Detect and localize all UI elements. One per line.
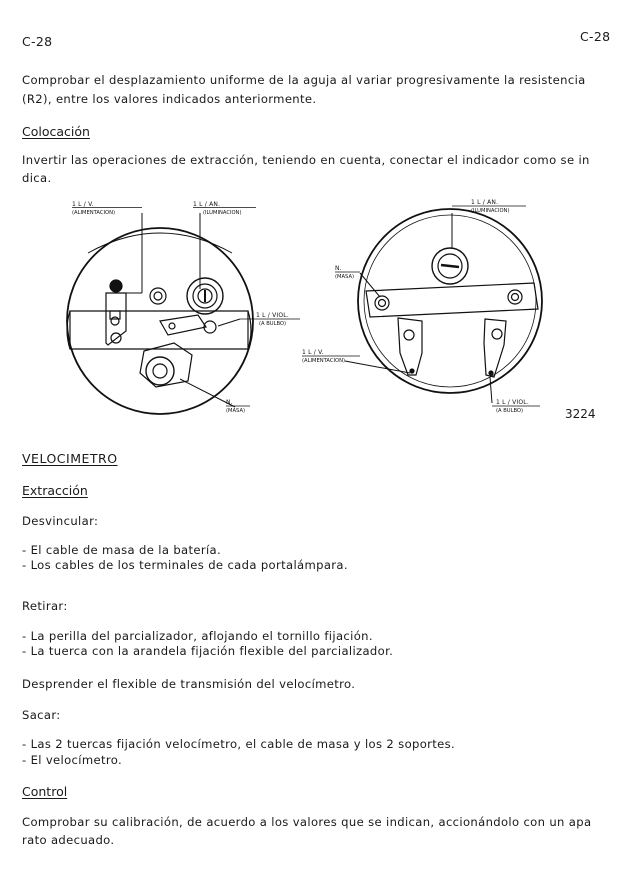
colocacion-line-2: dica. [22, 171, 52, 185]
control-line-1: Comprobar su calibración, de acuerdo a los valores que se indican, accionándolo con un apa [22, 815, 592, 829]
subheading-control: Control [22, 784, 68, 799]
right-label-masa: N. [335, 265, 342, 272]
desvincular-label: Desvincular: [22, 514, 99, 528]
list-item: - Los cables de los terminales de cada portalámpara. [22, 558, 348, 572]
left-label-masa-sub: (MASA) [226, 408, 246, 414]
page-number-right: C-28 [580, 29, 611, 44]
right-gauge-diagram [345, 209, 542, 403]
retirar-label: Retirar: [22, 599, 68, 613]
section-heading-colocacion: Colocación [22, 124, 90, 139]
list-item: - Las 2 tuercas fijación velocímetro, el cable de masa y los 2 soportes. [22, 737, 456, 751]
list-item: - El velocímetro. [22, 753, 123, 767]
right-label-masa-sub: (MASA) [335, 274, 355, 280]
left-label-masa: N. [226, 399, 233, 406]
left-gauge-diagram [67, 213, 253, 414]
control-line-2: rato adecuado. [22, 833, 115, 847]
sacar-label: Sacar: [22, 708, 61, 722]
list-item: - La tuerca con la arandela fijación flexible del parcializador. [22, 644, 394, 658]
page-number-left: C-28 [22, 34, 53, 49]
list-item: - El cable de masa de la batería. [22, 543, 222, 557]
right-label-bulbo-sub: (A BULBO) [496, 408, 524, 414]
desprender-line: Desprender el flexible de transmisión del velocímetro. [22, 677, 356, 691]
right-label-bulbo: 1 L / VIOL. [496, 399, 529, 406]
left-label-bulbo-sub: (A BULBO) [259, 321, 287, 327]
left-label-iluminacion: 1 L / AN. [193, 201, 221, 208]
left-label-iluminacion-sub: (ILUMINACION) [203, 210, 242, 216]
subheading-extraccion: Extracción [22, 483, 88, 498]
right-label-alimentacion: 1 L / V. [302, 349, 324, 356]
left-label-bulbo: 1 L / VIOL. [256, 312, 289, 319]
wiring-figure [60, 193, 580, 423]
right-label-iluminacion-sub: (ILUMINACION) [471, 208, 510, 214]
colocacion-line-1: Invertir las operaciones de extracción, teniendo en cuenta, conectar el indicador como se in [22, 153, 590, 167]
intro-line-1: Comprobar el desplazamiento uniforme de la aguja al variar progresivamente la resistencia [22, 73, 586, 87]
list-item: - La perilla del parcializador, aflojando el tornillo fijación. [22, 629, 373, 643]
right-label-iluminacion: 1 L / AN. [471, 199, 499, 206]
right-label-alimentacion-sub: (ALIMENTACION) [302, 358, 345, 364]
section-heading-velocimetro: VELOCIMETRO [22, 451, 118, 466]
left-label-alimentacion-sub: (ALIMENTACION) [72, 210, 115, 216]
intro-line-2: (R2), entre los valores indicados anteriormente. [22, 92, 317, 106]
figure-number: 3224 [565, 407, 596, 421]
left-label-alimentacion: 1 L / V. [72, 201, 94, 208]
